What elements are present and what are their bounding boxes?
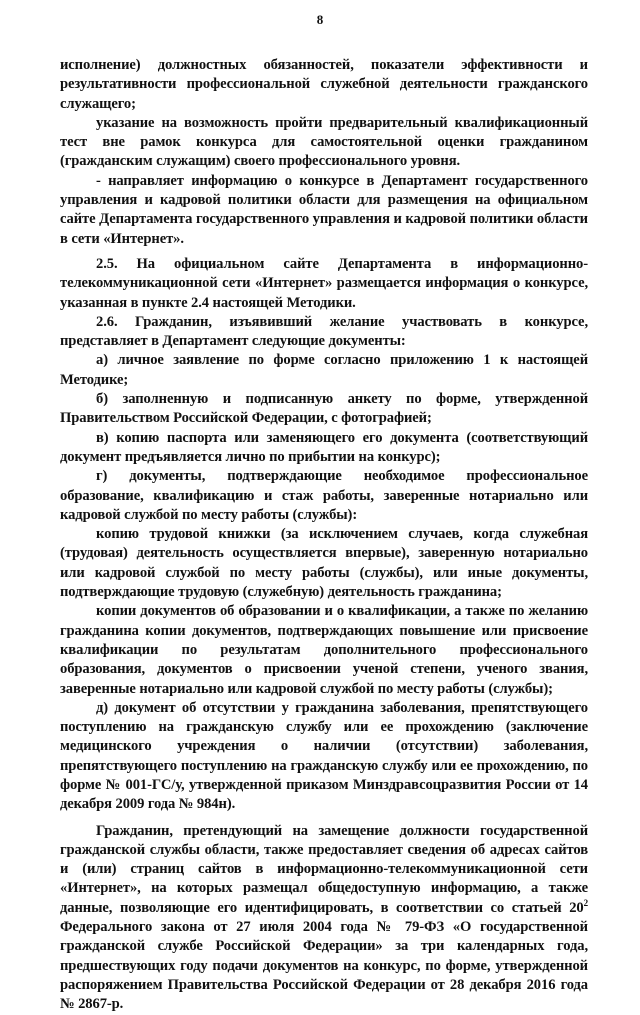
paragraph: исполнение) должностных обязанностей, показатели эффективности и результативности профессиональной служебной деятельности гражданского служащего; <box>60 57 588 112</box>
document-body <box>60 56 588 1015</box>
sub-item: копию трудовой книжки (за исключением случаев, когда служебная (трудовая) деятельность осуществляется впервые), заверенную нотариально или кадровой службой по месту работы (службы), или иные документы, подтверждающие трудовую (служебную) деятельность гражданина; <box>60 526 588 601</box>
closing-paragraph <box>60 822 588 1015</box>
closing-text-before: Гражданин, претендующий на замещение должности государственной гражданской службы области, также предоставляет сведения об адресах сайтов и (или) страниц сайтов в информационно-телекоммуникационной сети «Интернет», на которых размещал общедоступную информацию, а также данные, позволяющие его идентифицировать, в соответствии со статьей 20 <box>60 822 588 916</box>
list-item: г) документы, подтверждающие необходимое профессиональное образование, квалификацию и стаж работы, заверенные нотариально или кадровой службой по месту работы (службы): <box>60 468 588 523</box>
list-item: б) заполненную и подписанную анкету по форме, утвержденной Правительством Российской Федерации, с фотографией; <box>60 391 588 427</box>
article-superscript: 2 <box>583 897 588 908</box>
sub-item: копии документов об образовании и о квалификации, а также по желанию гражданина копии документов, подтверждающих повышение или присвоение квалификации по результатам дополнительного профессионального образования, документов о присвоении ученой степени, ученого звания, заверенные нотариально или кадровой службой по месту работы (службы); <box>60 603 588 697</box>
list-item: в) копию паспорта или заменяющего его документа (соответствующий документ предъявляется лично по прибытии на конкурс); <box>60 429 588 465</box>
page-number: 8 <box>316 12 324 27</box>
list-item: а) личное заявление по форме согласно приложению 1 к настоящей Методике; <box>60 352 588 388</box>
paragraph: 2.5. На официальном сайте Департамента в информационно-телекоммуникационной сети «Интернет» размещается информация о конкурсе, указанная в пункте 2.4 настоящей Методики. <box>60 255 588 311</box>
list-item: д) документ об отсутствии у гражданина заболевания, препятствующего поступлению на гражданскую службу или ее прохождению (заключение медицинского учреждения о наличии (отсутствии) заболевания, препятствующего поступлению на гражданскую службу или ее прохождению, по форме № 001-ГС/у, утвержденной приказом Минздравсоцразвития России от 14 декабря 2009 года № 984н). <box>60 699 588 813</box>
paragraph: указание на возможность пройти предварительный квалификационный тест вне рамок конкурса для самостоятельной оценки гражданином (гражданским служащим) своего профессионального уровня. <box>60 114 588 170</box>
paragraph: 2.6. Гражданин, изъявивший желание участвовать в конкурсе, представляет в Департамент следующие документы: <box>60 313 588 350</box>
closing-text-after: Федерального закона от 27 июля 2004 года № 79-ФЗ «О государственной гражданской службе Российской Федерации» за три календарных года, предшествующих году подачи документов на конкурс, по форме, утвержденной распоряжением Правительства Российской Федерации от 28 декабря 2016 года № 2867-р. <box>60 919 588 1013</box>
paragraph: - направляет информацию о конкурсе в Департамент государственного управления и кадровой политики области для размещения на официальном сайте Департамента государственного управления и кадровой политики области в сети «Интернет». <box>60 172 588 247</box>
